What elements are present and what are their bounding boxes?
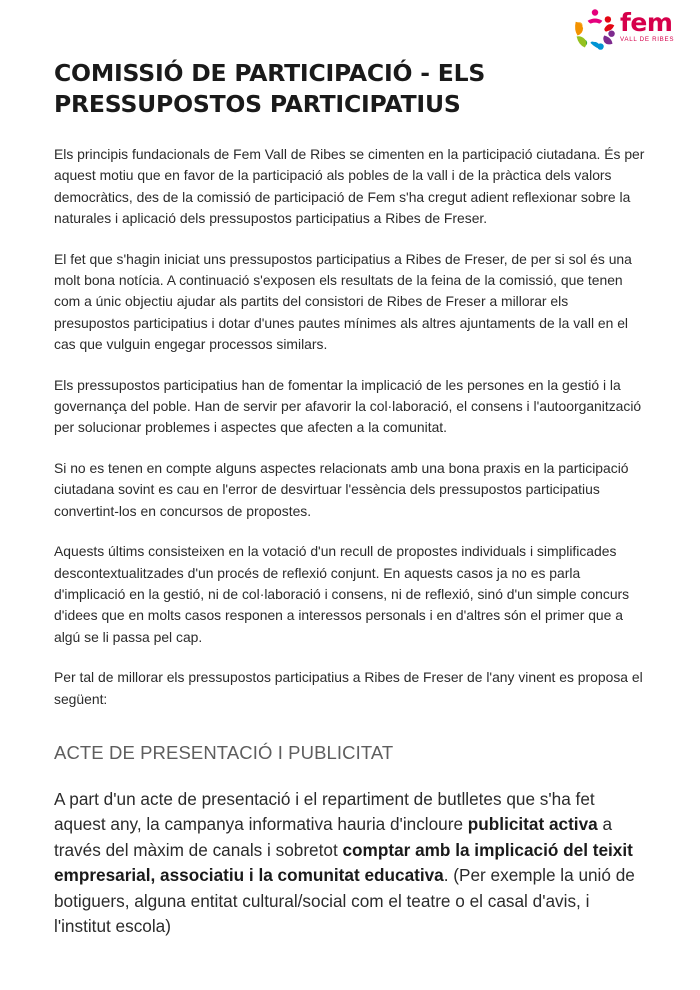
closing-bold-2: comptar amb la implicació del teixit empresarial, associatiu i la comunitat educativa (54, 839, 633, 886)
paragraph-2: El fet que s'hagin iniciat uns pressupostos participatius a Ribes de Freser, de per si sol és una molt bona notícia. A continuació s'exposen els resultats de la feina de la comissió, que tenen com a únic objectiu ajudar als partits del consistori de Ribes de Freser a millorar els presupostos participatius i dotar d'unes pautes mínimes als altres ajuntaments de la vall en el cas que vulguin engegar processos similars. (54, 250, 632, 353)
closing-bold-1: publicitat activa (467, 814, 598, 835)
closing-text-1: A part d'un acte de presentació i el repartiment de butlletes que s'ha fet aquest any, la campanya informativa hauria d'incloure (54, 788, 595, 835)
logo-wordmark: fem (620, 8, 673, 37)
paragraph-5: Aquests últims consisteixen en la votació d'un recull de propostes individuals i simplificades descontextualitzades d'un procés de reflexió conjunt. En aquests casos ja no es parla d'implicació en la gestió, ni de col·laboració i consens, ni de reflexió, sinó d'un simple concurs d'idees que en molts casos responen a interessos personals i en d'altres són el primer que a algú se li passa pel cap. (54, 543, 630, 645)
paragraph-1: Els principis fundacionals de Fem Vall de Ribes se cimenten en la participació ciutadana. És per aquest motiu que en favor de la participació als pobles de la vall i de la pràctica dels valors democràtics, des de la comissió de participació de Fem s'ha cregut adient reflexionar sobre la naturales i aplicació dels pressupostos participatius a Ribes de Freser. (54, 146, 645, 227)
paragraph-3: Els pressupostos participatius han de fomentar la implicació de les persones en la gestió i la governança del poble. Han de servir per afavorir la col·laboració, el consens i l'autoorganització per solucionar problemes i aspectes que afecten a la comunitat. (54, 376, 642, 436)
logo-wordmark-group (620, 10, 690, 44)
closing-paragraph (54, 787, 646, 940)
page-title: COMISSIÓ DE PARTICIPACIÓ - ELS PRESSUPOSTOS PARTICIPATIUS (54, 59, 486, 118)
paragraph-4: Si no es tenen en compte alguns aspectes relacionats amb una bona praxis en la participació ciutadana sovint es cau en l'error de desvirtuar l'essència dels pressupostos participatius convertint-los en concursos de propostes. (54, 459, 629, 519)
closing-text-3: . (Per exemple la unió de botiguers, alguna entitat cultural/social com el teatre o el casal d'avis, i l'institut escola) (54, 865, 635, 937)
closing-text-2: a través del màxim de canals i sobretot (54, 814, 613, 860)
document-body (54, 58, 646, 940)
fem-vall-de-ribes-logo (572, 6, 692, 54)
paragraph-6: Per tal de millorar els pressupostos participatius a Ribes de Freser de l'any vinent es proposa el següent: (54, 669, 643, 707)
people-circle-icon (572, 7, 618, 53)
section-heading: ACTE DE PRESENTACIÓ I PUBLICITAT (54, 741, 394, 763)
logo-tagline: VALL DE RIBES (620, 36, 675, 43)
